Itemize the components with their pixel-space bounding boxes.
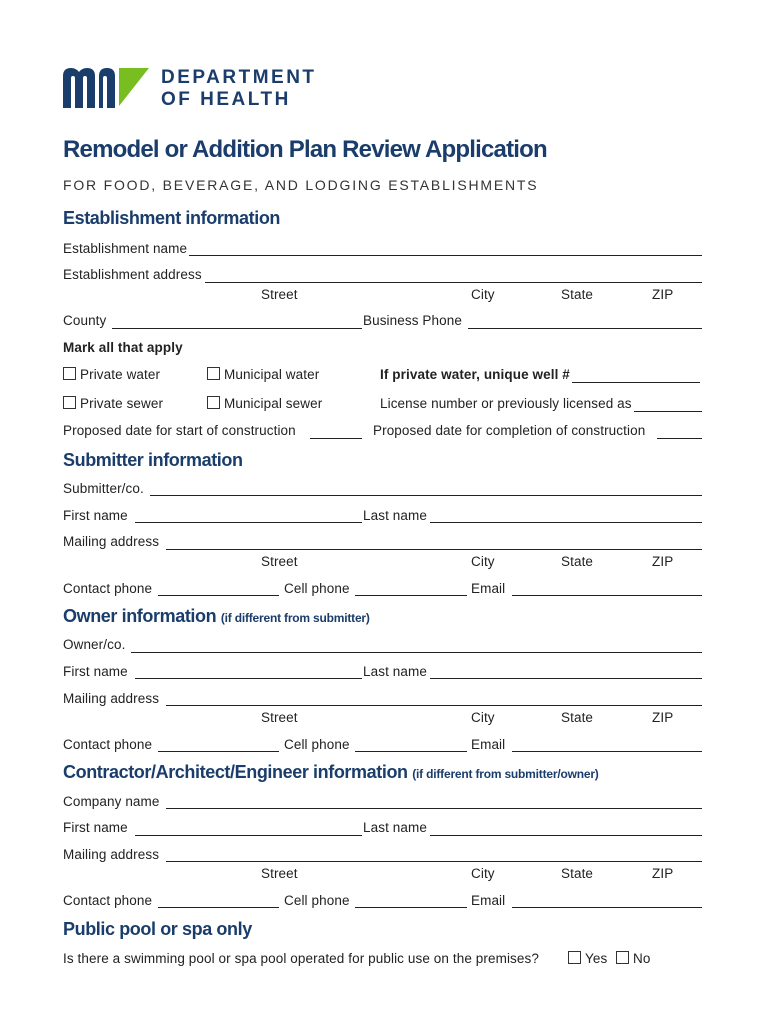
- contractor-email-field[interactable]: [512, 907, 702, 908]
- well-number-field[interactable]: [572, 382, 700, 383]
- contractor-note: (if different from submitter/owner): [412, 767, 599, 781]
- zip-caption: ZIP: [652, 287, 674, 302]
- owner-contact-phone-field[interactable]: [158, 751, 279, 752]
- submitter-company-label: Submitter/co.: [63, 481, 144, 496]
- submitter-first-name-label: First name: [63, 508, 128, 523]
- submitter-first-name-field[interactable]: [135, 522, 362, 523]
- street-caption: Street: [261, 866, 298, 881]
- private-sewer-checkbox[interactable]: [63, 396, 76, 409]
- establishment-address-label: Establishment address: [63, 267, 202, 282]
- submitter-last-name-label: Last name: [363, 508, 427, 523]
- logo-line2: OF HEALTH: [161, 89, 291, 110]
- zip-caption: ZIP: [652, 866, 674, 881]
- municipal-water-option[interactable]: Municipal water: [207, 367, 319, 382]
- owner-heading: Owner information (if different from submitter): [63, 606, 370, 626]
- business-phone-label: Business Phone: [363, 313, 462, 328]
- mark-all-label: Mark all that apply: [63, 340, 183, 355]
- contractor-company-label: Company name: [63, 794, 160, 809]
- mdh-logo: [63, 66, 153, 115]
- municipal-sewer-option[interactable]: Municipal sewer: [207, 396, 322, 411]
- street-caption: Street: [261, 710, 298, 725]
- submitter-company-field[interactable]: [150, 495, 702, 496]
- pool-no-checkbox[interactable]: [616, 951, 629, 964]
- page-title: Remodel or Addition Plan Review Application: [63, 136, 547, 163]
- municipal-sewer-checkbox[interactable]: [207, 396, 220, 409]
- submitter-mailing-field[interactable]: [166, 549, 702, 550]
- owner-note: (if different from submitter): [220, 611, 370, 625]
- owner-company-field[interactable]: [131, 652, 702, 653]
- start-date-label: Proposed date for start of construction: [63, 423, 296, 438]
- state-caption: State: [561, 287, 594, 302]
- state-caption: State: [561, 554, 594, 569]
- owner-cell-phone-label: Cell phone: [284, 737, 350, 752]
- county-label: County: [63, 313, 107, 328]
- establishment-name-label: Establishment name: [63, 241, 188, 256]
- zip-caption: ZIP: [652, 710, 674, 725]
- private-water-checkbox[interactable]: [63, 367, 76, 380]
- contractor-last-name-label: Last name: [363, 820, 427, 835]
- owner-first-name-field[interactable]: [135, 678, 362, 679]
- owner-email-field[interactable]: [512, 751, 702, 752]
- submitter-cell-phone-label: Cell phone: [284, 581, 350, 596]
- owner-first-name-label: First name: [63, 664, 128, 679]
- county-field[interactable]: [112, 328, 362, 329]
- zip-caption: ZIP: [652, 554, 674, 569]
- establishment-name-field[interactable]: [189, 255, 702, 256]
- page-subtitle: FOR FOOD, BEVERAGE, AND LODGING ESTABLISHMENTS: [63, 177, 539, 193]
- license-label: License number or previously licensed as: [380, 396, 632, 411]
- owner-email-label: Email: [471, 737, 506, 752]
- state-caption: State: [561, 710, 594, 725]
- submitter-cell-phone-field[interactable]: [355, 595, 467, 596]
- completion-date-field[interactable]: [657, 438, 702, 439]
- city-caption: City: [471, 866, 495, 881]
- contractor-first-name-field[interactable]: [135, 835, 362, 836]
- contractor-last-name-field[interactable]: [430, 835, 702, 836]
- owner-cell-phone-field[interactable]: [355, 751, 467, 752]
- owner-last-name-field[interactable]: [430, 678, 702, 679]
- contractor-contact-phone-field[interactable]: [158, 907, 279, 908]
- submitter-heading: Submitter information: [63, 450, 243, 470]
- contractor-cell-phone-field[interactable]: [355, 907, 467, 908]
- state-caption: State: [561, 866, 594, 881]
- establishment-heading: Establishment information: [63, 208, 281, 228]
- city-caption: City: [471, 710, 495, 725]
- pool-yes-option[interactable]: Yes: [568, 951, 607, 966]
- contractor-mailing-label: Mailing address: [63, 847, 160, 862]
- license-field[interactable]: [634, 411, 702, 412]
- mn-logo-mark: [63, 66, 153, 110]
- submitter-email-field[interactable]: [512, 595, 702, 596]
- contractor-contact-phone-label: Contact phone: [63, 893, 153, 908]
- private-sewer-option[interactable]: Private sewer: [63, 396, 163, 411]
- owner-company-label: Owner/co.: [63, 637, 126, 652]
- contractor-company-field[interactable]: [166, 808, 702, 809]
- completion-date-label: Proposed date for completion of construction: [373, 423, 646, 438]
- owner-mailing-label: Mailing address: [63, 691, 160, 706]
- contractor-heading: Contractor/Architect/Engineer information (if different from submitter/owner): [63, 762, 599, 782]
- pool-question: Is there a swimming pool or spa pool operated for public use on the premises?: [63, 951, 539, 966]
- well-label: If private water, unique well #: [380, 367, 570, 382]
- municipal-water-checkbox[interactable]: [207, 367, 220, 380]
- business-phone-field[interactable]: [468, 328, 702, 329]
- city-caption: City: [471, 287, 495, 302]
- owner-contact-phone-label: Contact phone: [63, 737, 153, 752]
- submitter-last-name-field[interactable]: [430, 522, 702, 523]
- street-caption: Street: [261, 287, 298, 302]
- street-caption: Street: [261, 554, 298, 569]
- pool-no-option[interactable]: No: [616, 951, 650, 966]
- submitter-mailing-label: Mailing address: [63, 534, 160, 549]
- contractor-email-label: Email: [471, 893, 506, 908]
- logo-line1: DEPARTMENT: [161, 67, 317, 88]
- contractor-first-name-label: First name: [63, 820, 128, 835]
- start-date-field[interactable]: [310, 438, 362, 439]
- establishment-address-field[interactable]: [205, 282, 702, 283]
- contractor-cell-phone-label: Cell phone: [284, 893, 350, 908]
- pool-yes-checkbox[interactable]: [568, 951, 581, 964]
- private-water-option[interactable]: Private water: [63, 367, 160, 382]
- owner-last-name-label: Last name: [363, 664, 427, 679]
- contractor-mailing-field[interactable]: [166, 861, 702, 862]
- pool-heading: Public pool or spa only: [63, 919, 252, 939]
- submitter-contact-phone-label: Contact phone: [63, 581, 153, 596]
- submitter-email-label: Email: [471, 581, 506, 596]
- submitter-contact-phone-field[interactable]: [158, 595, 279, 596]
- city-caption: City: [471, 554, 495, 569]
- owner-mailing-field[interactable]: [166, 705, 702, 706]
